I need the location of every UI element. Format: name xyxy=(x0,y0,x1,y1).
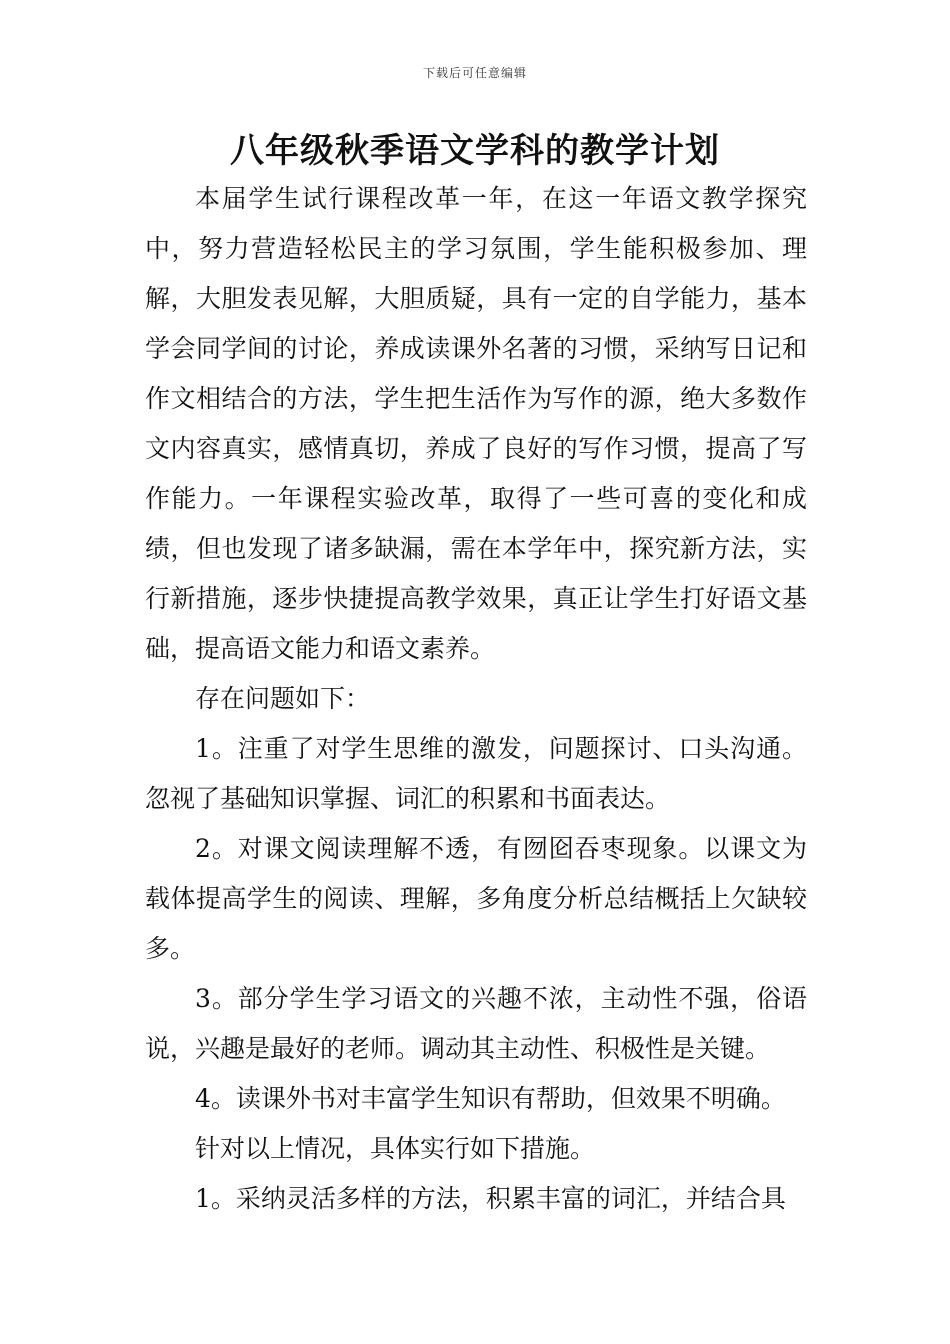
paragraph-problems-heading: 存在问题如下： xyxy=(195,684,371,713)
paragraph-problem-1: 1。注重了对学生思维的激发，问题探讨、口头沟通。忽视了基础知识掌握、词汇的积累和书面表达。 xyxy=(145,734,807,813)
document-body xyxy=(145,174,807,1224)
paragraph-problem-3: 3。部分学生学习语文的兴趣不浓，主动性不强，俗语说，兴趣是最好的老师。调动其主动性、积极性是关键。 xyxy=(145,984,807,1063)
paragraph-measure-1: 1。采纳灵活多样的方法，积累丰富的词汇，并结合具 xyxy=(195,1184,786,1213)
document-title: 八年级秋季语文学科的教学计划 xyxy=(230,131,720,171)
header-note: 下载后可任意编辑 xyxy=(422,66,527,80)
paragraph-problem-2: 2。对课文阅读理解不透，有囫囵吞枣现象。以课文为载体提高学生的阅读、理解，多角度分析总结概括上欠缺较多。 xyxy=(145,834,807,963)
paragraph-intro: 本届学生试行课程改革一年，在这一年语文教学探究中，努力营造轻松民主的学习氛围，学生能积极参加、理解，大胆发表见解，大胆质疑，具有一定的自学能力，基本学会同学间的讨论，养成读课外名著的习惯，采纳写日记和作文相结合的方法，学生把生活作为写作的源，绝大多数作文内容真实，感情真切，养成了良好的写作习惯，提高了写作能力。一年课程实验改革，取得了一些可喜的变化和成绩，但也发现了诸多缺漏，需在本学年中，探究新方法，实行新措施，逐步快捷提高教学效果，真正让学生打好语文基础，提高语文能力和语文素养。 xyxy=(145,184,807,663)
paragraph-problem-4: 4。读课外书对丰富学生知识有帮助，但效果不明确。 xyxy=(195,1084,786,1113)
paragraph-measures-heading: 针对以上情况，具体实行如下措施。 xyxy=(195,1134,596,1163)
